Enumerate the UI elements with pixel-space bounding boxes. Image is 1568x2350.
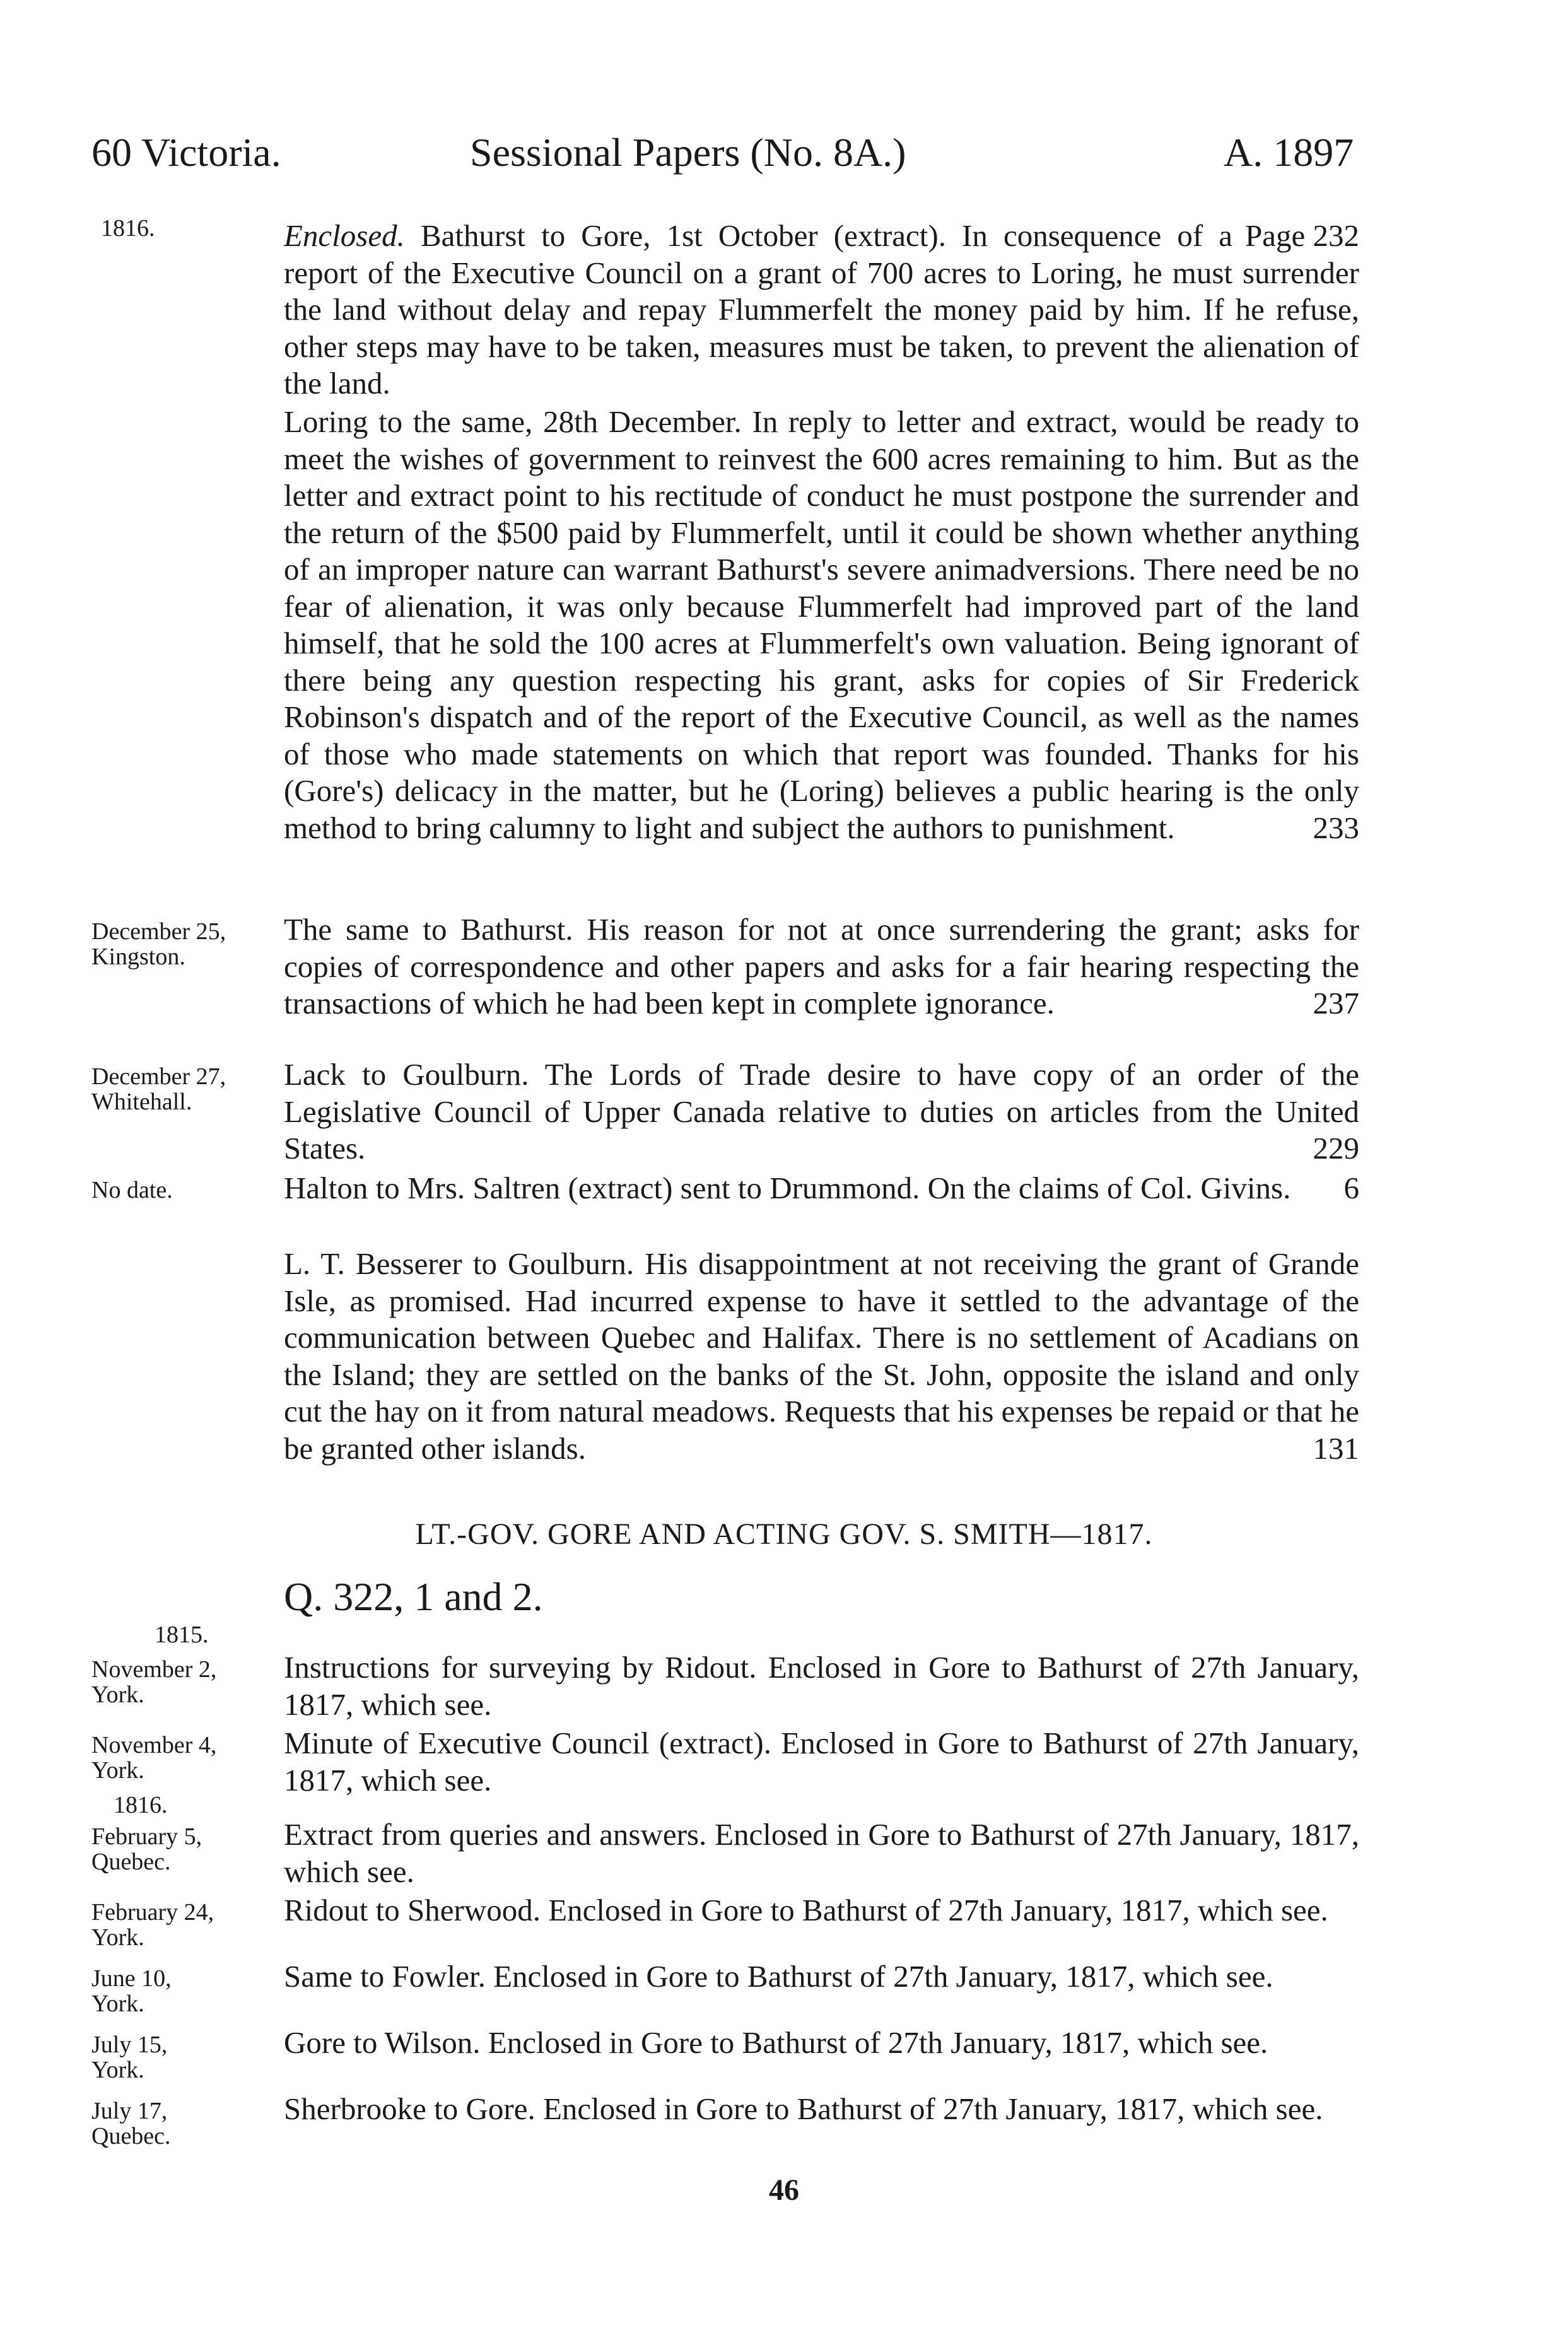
entry-lead: Enclosed. bbox=[284, 218, 405, 253]
entry-place: Quebec. bbox=[91, 2123, 171, 2149]
entry-text: Same to Fowler. Enclosed in Gore to Bathurst of 27th January, 1817, which see. bbox=[284, 1959, 1273, 1994]
entry-text: Minute of Executive Council (extract). Enclosed in Gore to Bathurst of 27th January, 1817, which see. bbox=[284, 1726, 1359, 1798]
entry-body bbox=[284, 1892, 1359, 1929]
entry-text: Ridout to Sherwood. Enclosed in Gore to Bathurst of 27th January, 1817, which see. bbox=[284, 1893, 1328, 1927]
entry-place: York. bbox=[91, 1990, 144, 2017]
entry-date: July 15, bbox=[91, 2031, 168, 2058]
entry-place: York. bbox=[91, 2057, 144, 2083]
volume-reference: Q. 322, 1 and 2. bbox=[284, 1574, 543, 1619]
entry-margin bbox=[91, 1178, 281, 1203]
entry-text: Gore to Wilson. Enclosed in Gore to Bathurst of 27th January, 1817, which see. bbox=[284, 2025, 1268, 2060]
entry-place: Quebec. bbox=[91, 1849, 171, 1875]
entry-text: Extract from queries and answers. Enclosed in Gore to Bathurst of 27th January, 1817, which see. bbox=[284, 1817, 1359, 1889]
entry-margin bbox=[91, 1733, 281, 1783]
entry-date: December 25, bbox=[91, 918, 226, 945]
entry-body bbox=[284, 1816, 1359, 1890]
entry-margin bbox=[91, 1657, 281, 1707]
entry-text: Lack to Goulburn. The Lords of Trade desire to have copy of an order of the Legislative Council of Upper Canada relative to duties on articles from the United States. bbox=[284, 1057, 1359, 1166]
entry-text: Bathurst to Gore, 1st October (extract). In consequence of a report of the Executive Council on a grant of 700 acres to Loring, he must surrender the land without delay and repay Flummerfelt the money paid by him. If he refuse, other steps may have to be taken, measures must be taken, to prevent the alienation of the land. bbox=[284, 218, 1359, 400]
entry-margin bbox=[91, 2032, 281, 2083]
entry-place: Kingston. bbox=[91, 944, 185, 970]
margin-year-1815: 1815. bbox=[155, 1622, 209, 1648]
entry-text: L. T. Besserer to Goulburn. His disappointment at not receiving the grant of Grande Isle, as promised. Had incurred expense to have it settled to the advantage of the communication between Quebec and Halifax. There is no settlement of Acadians on the Island; they are settled on the banks of the St. John, opposite the island and only cut the hay on it from natural meadows. Requests that his expenses be repaid or that he be granted other islands. bbox=[284, 1246, 1359, 1466]
entry-page-ref: 233 bbox=[1313, 810, 1359, 845]
entry-body bbox=[284, 218, 1359, 402]
entry-page-ref: 237 bbox=[1313, 986, 1359, 1020]
entry-margin bbox=[91, 919, 281, 969]
header-session: 60 Victoria. bbox=[91, 130, 281, 175]
entry-date: June 10, bbox=[91, 1965, 172, 1992]
entry-text: Sherbrooke to Gore. Enclosed in Gore to Bathurst of 27th January, 1817, which see. bbox=[284, 2091, 1323, 2126]
entry-date: July 17, bbox=[91, 2098, 168, 2124]
entry-text: The same to Bathurst. His reason for not at once surrendering the grant; asks for copies of correspondence and other papers and asks for a fair hearing respecting the transactions of which he had been kept in complete ignorance. bbox=[284, 912, 1359, 1020]
entry-body bbox=[284, 1649, 1359, 1723]
entry-body bbox=[284, 1725, 1359, 1799]
entry-margin bbox=[91, 2098, 281, 2149]
entry-text: Halton to Mrs. Saltren (extract) sent to Drummond. On the claims of Col. Givins. bbox=[284, 1171, 1291, 1205]
margin-year-1816: 1816. bbox=[101, 215, 155, 242]
entry-margin bbox=[91, 1824, 281, 1874]
margin-year-1816-b: 1816. bbox=[114, 1792, 168, 1818]
page-number: 46 bbox=[769, 2173, 799, 2207]
entry-date: November 2, bbox=[91, 1656, 217, 1683]
entry-margin bbox=[91, 1064, 281, 1114]
header-sessional-papers: Sessional Papers (No. 8A.) bbox=[470, 130, 906, 175]
entry-place: York. bbox=[91, 1924, 144, 1951]
entry-page-ref: 131 bbox=[1313, 1430, 1359, 1466]
entry-body bbox=[284, 404, 1359, 846]
entry-body bbox=[284, 911, 1359, 1022]
entry-date: February 5, bbox=[91, 1823, 202, 1850]
entry-place: York. bbox=[91, 1757, 144, 1784]
entry-page-ref: 229 bbox=[1313, 1131, 1359, 1166]
page-header bbox=[91, 129, 1353, 186]
header-year: A. 1897 bbox=[1224, 130, 1354, 175]
entry-place: Whitehall. bbox=[91, 1089, 192, 1115]
entry-date: February 24, bbox=[91, 1899, 214, 1926]
entry-date: No date. bbox=[91, 1177, 173, 1203]
entry-page-ref: 6 bbox=[1343, 1171, 1359, 1205]
entry-text: Instructions for surveying by Ridout. Enclosed in Gore to Bathurst of 27th January, 1817, which see. bbox=[284, 1650, 1359, 1722]
entry-place: York. bbox=[91, 1681, 144, 1708]
entry-date: December 27, bbox=[91, 1063, 226, 1090]
entry-body bbox=[284, 2025, 1359, 2062]
entry-date: November 4, bbox=[91, 1732, 217, 1758]
entry-body bbox=[284, 1246, 1359, 1467]
section-heading: LT.-GOV. GORE AND ACTING GOV. S. SMITH—1817. bbox=[415, 1517, 1153, 1551]
entry-text: Loring to the same, 28th December. In reply to letter and extract, would be ready to meet the wishes of government to reinvest the 600 acres remaining to him. But as the letter and extract point to his rectitude of conduct he must postpone the surrender and the return of the $500 paid by Flummerfelt, until it could be shown whether anything of an improper nature can warrant Bathurst's severe animadversions. There need be no fear of alienation, it was only because Flummerfelt had improved part of the land himself, that he sold the 100 acres at Flummerfelt's own valuation. Being ignorant of there being any question respecting his grant, asks for copies of Sir Frederick Robinson's dispatch and of the report of the Executive Council, as well as the names of those who made statements on which that report was founded. Thanks for his (Gore's) delicacy in the matter, but he (Loring) believes a public hearing is the only method to bring calumny to light and subject the authors to punishment. bbox=[284, 404, 1359, 845]
entry-body bbox=[284, 1958, 1359, 1996]
entry-body bbox=[284, 2091, 1359, 2128]
entry-body bbox=[284, 1170, 1359, 1207]
entry-margin bbox=[91, 1900, 281, 1950]
entry-margin bbox=[91, 1966, 281, 2016]
entry-body bbox=[284, 1056, 1359, 1167]
entry-page-ref: Page 232 bbox=[1245, 218, 1359, 253]
